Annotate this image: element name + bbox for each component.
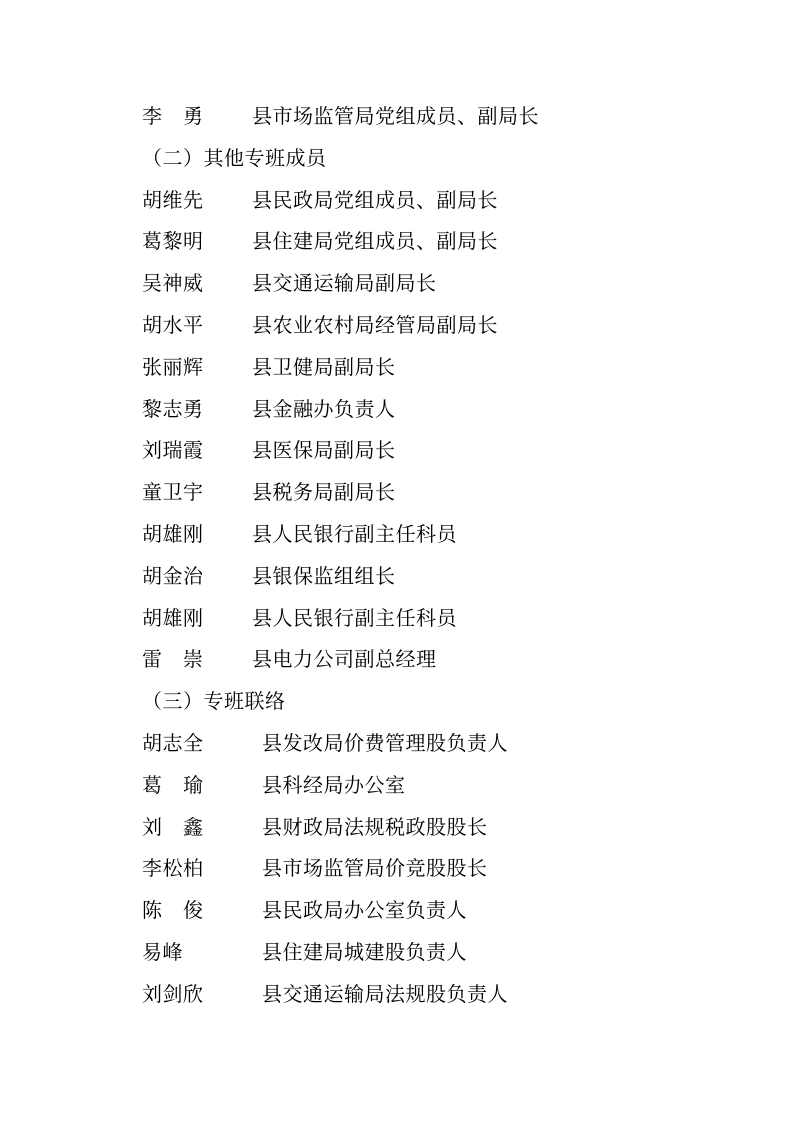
roster-row [142,222,762,264]
member-position: 县交通运输局法规股负责人 [262,983,508,1006]
member-position: 县民政局党组成员、副局长 [252,189,498,212]
roster-row [142,766,762,808]
member-position: 县市场监管局价竞股股长 [262,858,488,881]
section-heading-text: （三）专班联络 [142,691,286,714]
member-position: 县市场监管局党组成员、副局长 [252,106,539,128]
member-position: 县金融办负责人 [252,398,396,421]
member-name: 刘瑞霞 [142,440,204,463]
member-position: 县银保监组组长 [252,565,396,588]
member-name: 刘剑欣 [142,983,204,1006]
roster-row [142,431,762,473]
member-name: 李 勇 [142,106,204,128]
member-position: 县卫健局副局长 [252,356,396,379]
roster-row [142,724,762,766]
roster-row [142,640,762,682]
member-position: 县交通运输局副局长 [252,273,437,296]
section-heading [142,139,762,181]
roster-row [142,557,762,599]
member-name: 胡雄刚 [142,607,204,630]
member-name: 张丽辉 [142,356,204,379]
roster-row [142,264,762,306]
member-name: 易峰 [142,941,183,964]
roster-row [142,891,762,933]
member-name: 陈 俊 [142,900,204,923]
member-name: 胡水平 [142,314,204,337]
member-position: 县人民银行副主任科员 [252,607,457,630]
member-position: 县住建局党组成员、副局长 [252,231,498,254]
roster-row [142,306,762,348]
member-name: 葛 瑜 [142,774,204,797]
member-position: 县民政局办公室负责人 [262,900,467,923]
member-name: 葛黎明 [142,231,204,254]
member-name: 胡雄刚 [142,523,204,546]
member-name: 胡维先 [142,189,204,212]
roster-row [142,975,762,1017]
member-position: 县人民银行副主任科员 [252,523,457,546]
roster-row [142,515,762,557]
member-name: 胡金治 [142,565,204,588]
member-name: 李松柏 [142,858,204,881]
member-name: 胡志全 [142,732,204,755]
section-heading [142,682,762,724]
member-name: 童卫宇 [142,482,204,505]
roster-list [142,97,762,1017]
member-name: 黎志勇 [142,398,204,421]
member-position: 县发改局价费管理股负责人 [262,732,508,755]
member-name: 刘 鑫 [142,816,204,839]
roster-row [142,348,762,390]
roster-row [142,933,762,975]
member-position: 县医保局副局长 [252,440,396,463]
member-position: 县电力公司副总经理 [252,649,437,672]
member-name: 雷 崇 [142,649,204,672]
member-position: 县税务局副局长 [252,482,396,505]
section-heading-text: （二）其他专班成员 [142,147,327,170]
roster-row [142,473,762,515]
member-name: 吴神威 [142,273,204,296]
roster-row [142,599,762,641]
roster-row [142,97,762,139]
roster-row [142,181,762,223]
member-position: 县农业农村局经管局副局长 [252,314,498,337]
member-position: 县住建局城建股负责人 [262,941,467,964]
roster-row [142,808,762,850]
roster-row [142,390,762,432]
member-position: 县财政局法规税政股股长 [262,816,488,839]
member-position: 县科经局办公室 [262,774,406,797]
roster-row [142,849,762,891]
